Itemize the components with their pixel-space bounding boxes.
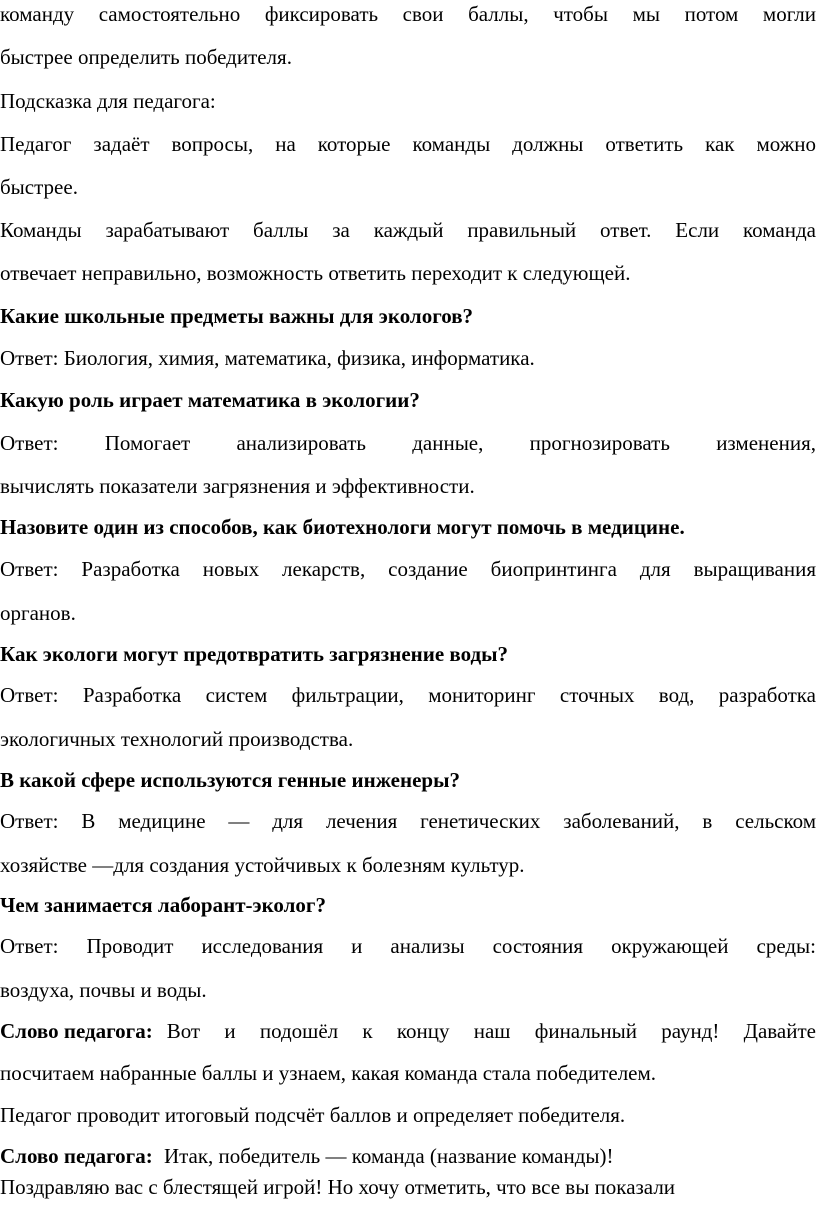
question-heading: Назовите один из способов, как биотехнологи могут помочь в медицине. [0, 515, 685, 539]
question-heading: В какой сфере используются генные инженеры? [0, 768, 460, 792]
question-heading: Какую роль играет математика в экологии? [0, 388, 420, 412]
answer-line: Ответ: Разработка новых лекарств, создание биопринтинга для выращивания [0, 557, 816, 581]
teacher-speech-text: Итак, победитель — команда (название команды)! [163, 1144, 614, 1168]
answer-line: вычислять показатели загрязнения и эффективности. [0, 474, 475, 498]
paragraph-line: команду самостоятельно фиксировать свои баллы, чтобы мы потом могли [0, 2, 816, 26]
answer-line: Ответ: Проводит исследования и анализы состояния окружающей среды: [0, 934, 816, 958]
paragraph-line: Педагог проводит итоговый подсчёт баллов и определяет победителя. [0, 1103, 626, 1127]
paragraph-line: отвечает неправильно, возможность ответить переходит к следующей. [0, 261, 631, 285]
teacher-label: Слово педагога: [0, 1144, 153, 1168]
paragraph-line: Педагог задаёт вопросы, на которые команды должны ответить как можно [0, 132, 816, 156]
answer-line: Ответ: Помогает анализировать данные, прогнозировать изменения, [0, 431, 816, 455]
answer-line: экологичных технологий производства. [0, 727, 354, 751]
answer-line: хозяйстве —для создания устойчивых к болезням культур. [0, 853, 525, 877]
paragraph-line: быстрее. [0, 175, 78, 199]
teacher-label: Слово педагога: [0, 1019, 153, 1043]
teacher-speech-line: посчитаем набранные баллы и узнаем, какая команда стала победителем. [0, 1061, 657, 1085]
hint-heading: Подсказка для педагога: [0, 89, 216, 113]
answer-line: Ответ: В медицине — для лечения генетических заболеваний, в сельском [0, 809, 816, 833]
question-heading: Чем занимается лаборант-эколог? [0, 893, 326, 917]
answer-line: воздуха, почвы и воды. [0, 978, 207, 1002]
paragraph-line: Команды зарабатывают баллы за каждый правильный ответ. Если команда [0, 218, 816, 242]
answer-line: Ответ: Разработка систем фильтрации, мониторинг сточных вод, разработка [0, 683, 816, 707]
paragraph-line: быстрее определить победителя. [0, 45, 292, 69]
question-heading: Как экологи могут предотвратить загрязнение воды? [0, 642, 509, 666]
question-heading: Какие школьные предметы важны для экологов? [0, 304, 474, 328]
teacher-speech-text: Вот и подошёл к концу наш финальный раунд! Давайте [166, 1019, 816, 1043]
teacher-speech-line: Поздравляю вас с блестящей игрой! Но хочу отметить, что все вы показали [0, 1175, 676, 1199]
teacher-speech-line [0, 1019, 816, 1043]
answer-line: органов. [0, 601, 76, 625]
teacher-speech-line [0, 1144, 816, 1168]
answer-line: Ответ: Биология, химия, математика, физика, информатика. [0, 346, 535, 370]
